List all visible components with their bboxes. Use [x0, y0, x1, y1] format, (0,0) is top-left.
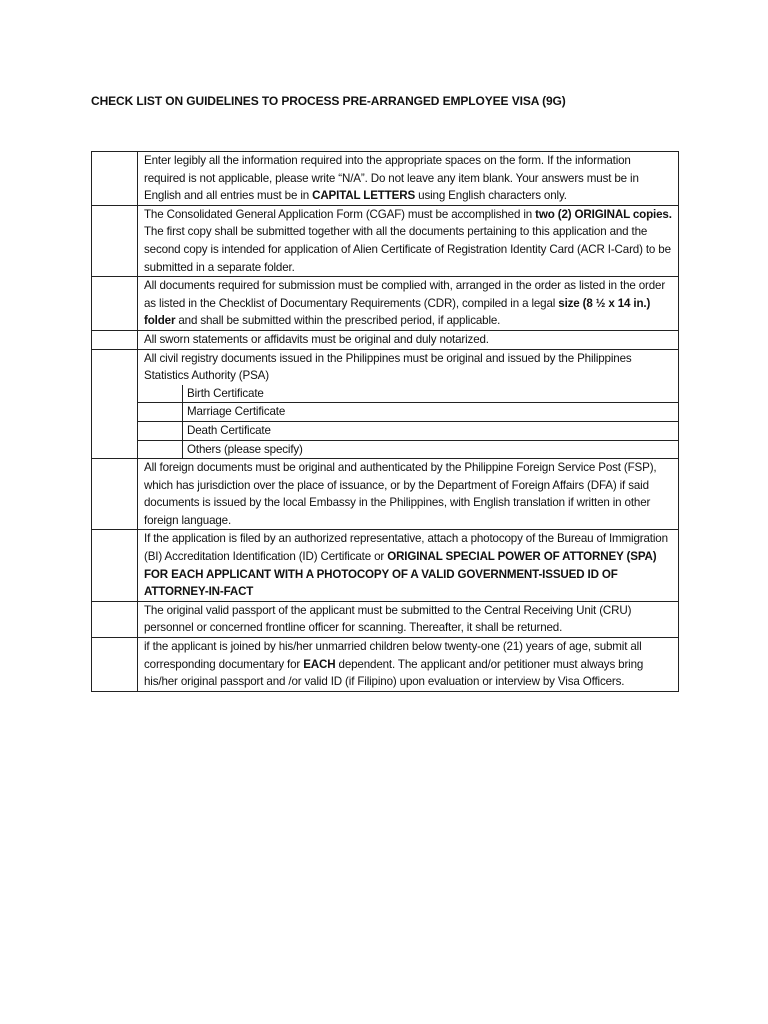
guideline-text-run: using English characters only.: [415, 189, 567, 203]
guideline-text-run: dependent. The applicant and/or petitioner must always bring his/her original passport and /or valid ID (if Filipino) upon evaluation or interview by Visa Officers.: [144, 657, 644, 689]
guideline-emphasis-text: EACH: [303, 657, 336, 671]
guideline-text: [144, 602, 675, 637]
guideline-text-cell: [138, 459, 679, 530]
checkbox-cell[interactable]: [92, 530, 138, 601]
sub-checkbox-cell[interactable]: [138, 385, 183, 403]
guideline-emphasis-text: two (2) ORIGINAL copies.: [535, 207, 672, 221]
guideline-text: [144, 638, 675, 691]
checklist-row: [92, 349, 679, 459]
checkbox-cell[interactable]: [92, 459, 138, 530]
guideline-text-cell: [138, 601, 679, 637]
document-type-label: Birth Certificate: [183, 385, 679, 403]
checkbox-cell[interactable]: [92, 349, 138, 459]
sub-checklist-row: [138, 440, 678, 458]
guideline-text-run: All documents required for submission must be complied with, arranged in the order as listed in the order as listed in the Checklist of Documentary Requirements (CDR), compiled in a legal: [144, 279, 666, 310]
checklist-row: [92, 601, 679, 637]
checkbox-cell[interactable]: [92, 277, 138, 331]
checklist-row: [92, 205, 679, 276]
checklist-row: [92, 530, 679, 601]
guideline-text-cell: [138, 277, 679, 331]
guideline-text-run: and shall be submitted within the prescribed period, if applicable.: [175, 314, 501, 328]
guideline-text-run: if the applicant is joined by his/her unmarried children below twenty-one (21) years of age, submit all corresponding documentary for: [144, 640, 642, 671]
document-type-label: Others (please specify): [183, 440, 679, 458]
checklist-row: [92, 330, 679, 349]
checkbox-cell[interactable]: [92, 638, 138, 692]
checklist-row: [92, 459, 679, 530]
guideline-text-run: The original valid passport of the applicant must be submitted to the Central Receiving Unit (CRU) personnel or concerned frontline officer for scanning. Thereafter, it shall be returned.: [144, 603, 632, 635]
guideline-text-cell: [138, 152, 679, 206]
guideline-emphasis-text: CAPITAL LETTERS: [312, 189, 416, 203]
civil-registry-subtable: [138, 385, 678, 458]
guideline-text: [144, 459, 675, 529]
guideline-emphasis-text: size (8 ½ x 14 in.) folder: [144, 296, 651, 328]
sub-checkbox-cell[interactable]: [138, 440, 183, 458]
document-type-label: Marriage Certificate: [183, 403, 679, 422]
guideline-text: [138, 350, 678, 385]
guideline-text: [144, 530, 675, 600]
guideline-text-cell: [138, 638, 679, 692]
checkbox-cell[interactable]: [92, 152, 138, 206]
guideline-text-cell: [138, 330, 679, 349]
checkbox-cell[interactable]: [92, 205, 138, 276]
checklist-row: [92, 638, 679, 692]
guideline-text: [144, 277, 675, 330]
guideline-text: [144, 152, 675, 205]
checklist-row: [92, 152, 679, 206]
guideline-text-run: All sworn statements or affidavits must be original and duly notarized.: [144, 332, 489, 346]
guidelines-checklist-table: [91, 151, 679, 692]
guideline-text-cell: [138, 349, 679, 459]
document-title: CHECK LIST ON GUIDELINES TO PROCESS PRE-ARRANGED EMPLOYEE VISA (9G): [91, 94, 566, 108]
guideline-text-run: All foreign documents must be original and authenticated by the Philippine Foreign Service Post (FSP), which has jurisdiction over the place of issuance, or by the Department of Foreign Affairs (DFA) if said documents is issued by the local Embassy in the Philippines, with English translation if written in other foreign language.: [144, 461, 657, 527]
guideline-text-run: The first copy shall be submitted together with all the documents pertaining to this application and the second copy is intended for application of Alien Certificate of Registration Identity Card (ACR I-Card) to be submitted in a separate folder.: [144, 225, 671, 274]
guideline-emphasis-text: ORIGINAL SPECIAL POWER OF ATTORNEY (SPA) FOR EACH APPLICANT WITH A PHOTOCOPY OF A VALID GOVERNMENT-ISSUED ID OF ATTORNEY-IN-FACT: [144, 550, 657, 599]
sub-checklist-row: [138, 403, 678, 422]
sub-checkbox-cell[interactable]: [138, 403, 183, 422]
checkbox-cell[interactable]: [92, 330, 138, 349]
sub-checklist-row: [138, 385, 678, 403]
guideline-text-run: All civil registry documents issued in the Philippines must be original and issued by the Philippines Statistics Authority (PSA): [144, 351, 632, 383]
checklist-row: [92, 277, 679, 331]
guideline-text: [144, 206, 675, 276]
guideline-text-run: Enter legibly all the information required into the appropriate spaces on the form. If the information required is not applicable, please write “N/A”. Do not leave any item blank. Your answers must be in English and all entries must be in: [144, 154, 639, 203]
sub-checkbox-cell[interactable]: [138, 421, 183, 440]
guideline-text-run: The Consolidated General Application Form (CGAF) must be accomplished in: [144, 207, 536, 221]
guideline-text-run: If the application is filed by an authorized representative, attach a photocopy of the Bureau of Immigration (BI) Accreditation Identification (ID) Certificate or: [144, 532, 668, 564]
sub-checklist-row: [138, 421, 678, 440]
guideline-text-cell: [138, 530, 679, 601]
guideline-text-cell: [138, 205, 679, 276]
document-type-label: Death Certificate: [183, 421, 679, 440]
checkbox-cell[interactable]: [92, 601, 138, 637]
guideline-text: [144, 331, 675, 349]
